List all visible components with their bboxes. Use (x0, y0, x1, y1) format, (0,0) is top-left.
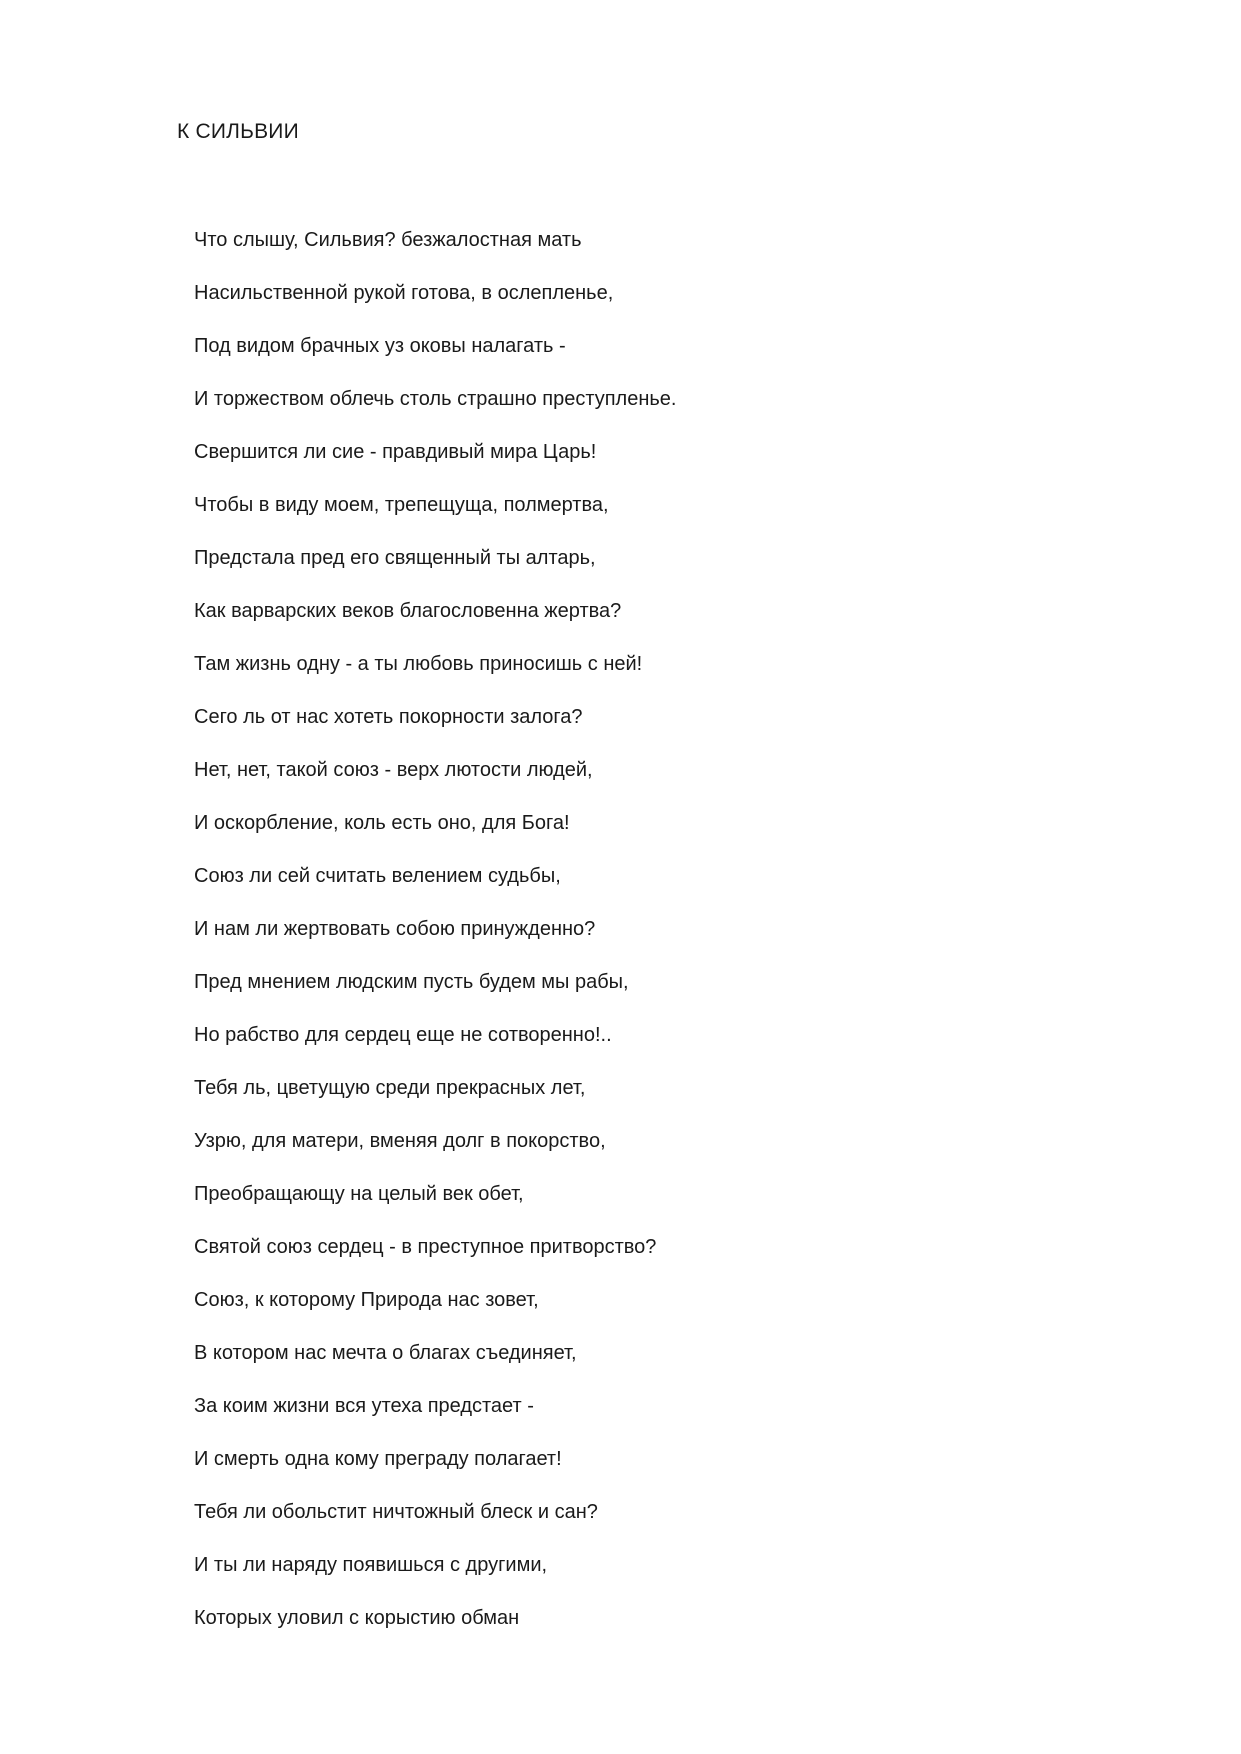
poem-line: Насильственной рукой готова, в ослепленье, (194, 282, 614, 304)
poem-line: И нам ли жертвовать собою принужденно? (194, 918, 596, 940)
poem-line: Но рабство для сердец еще не сотворенно!.. (194, 1024, 612, 1046)
poem-line: Свершится ли сие - правдивый мира Царь! (194, 441, 597, 463)
poem-line: Чтобы в виду моем, трепещуща, полмертва, (194, 494, 609, 516)
poem-line: Что слышу, Сильвия? безжалостная мать (194, 229, 582, 251)
poem-line: В котором нас мечта о благах съединяет, (194, 1342, 577, 1364)
poem-line: Союз ли сей считать велением судьбы, (194, 865, 561, 887)
poem-line: Тебя ль, цветущую среди прекрасных лет, (194, 1077, 586, 1099)
poem-line: Предстала пред его священный ты алтарь, (194, 547, 596, 569)
poem-line: И оскорбление, коль есть оно, для Бога! (194, 812, 570, 834)
poem-line: Сего ль от нас хотеть покорности залога? (194, 706, 583, 728)
poem-line: Пред мнением людским пусть будем мы рабы, (194, 971, 629, 993)
poem-line: За коим жизни вся утеха предстает - (194, 1395, 534, 1417)
poem-line: Там жизнь одну - а ты любовь приносишь с ней! (194, 653, 643, 675)
poem-line: И смерть одна кому преграду полагает! (194, 1448, 562, 1470)
poem-line: Как варварских веков благословенна жертва? (194, 600, 622, 622)
poem-line: Узрю, для матери, вменяя долг в покорство, (194, 1130, 606, 1152)
poem-line: Нет, нет, такой союз - верх лютости людей, (194, 759, 593, 781)
poem-line: Под видом брачных уз оковы налагать - (194, 335, 566, 357)
poem-line: И ты ли наряду появишься с другими, (194, 1554, 548, 1576)
poem-title: К СИЛЬВИИ (177, 120, 299, 143)
poem-line: Преобращающу на целый век обет, (194, 1183, 524, 1205)
poem-line: Которых уловил с корыстию обман (194, 1607, 520, 1629)
poem-body (194, 226, 676, 1657)
poem-line: Тебя ли обольстит ничтожный блеск и сан? (194, 1501, 598, 1523)
poem-line: И торжеством облечь столь страшно преступленье. (194, 388, 677, 410)
poem-line: Союз, к которому Природа нас зовет, (194, 1289, 539, 1311)
poem-line: Святой союз сердец - в преступное притворство? (194, 1236, 657, 1258)
